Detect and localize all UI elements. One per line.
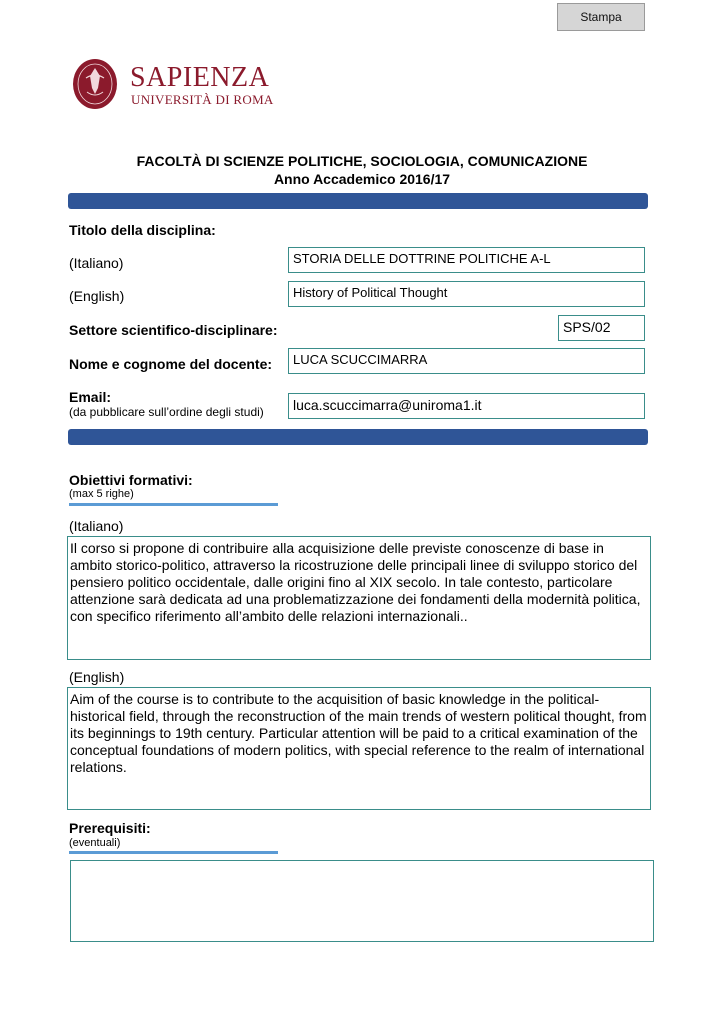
email-field[interactable]: luca.scuccimarra@uniroma1.it [288, 393, 645, 419]
english-label: (English) [69, 288, 125, 304]
email-label: Email: [69, 389, 112, 405]
prerequisites-note: (eventuali) [69, 837, 121, 849]
section-divider-1 [68, 193, 648, 209]
prerequisites-textarea[interactable] [70, 860, 654, 942]
sapienza-seal-logo [72, 58, 118, 110]
prerequisites-underline [69, 851, 278, 854]
objectives-note: (max 5 righe) [69, 488, 134, 500]
objectives-italian-label: (Italiano) [69, 518, 124, 534]
course-title-en-field[interactable]: History of Political Thought [288, 281, 645, 307]
university-subtitle: UNIVERSITÀ DI ROMA [131, 92, 274, 107]
university-name: SAPIENZA [130, 62, 270, 93]
objectives-underline [69, 503, 278, 506]
course-title-label: Titolo della disciplina: [69, 222, 216, 238]
academic-year: Anno Accademico 2016/17 [273, 171, 451, 187]
print-button[interactable]: Stampa [557, 3, 645, 31]
objectives-label: Obiettivi formativi: [69, 472, 193, 488]
email-note: (da pubblicare sull’ordine degli studi) [69, 405, 264, 419]
teacher-label: Nome e cognome del docente: [69, 356, 273, 372]
sector-label: Settore scientifico-disciplinare: [69, 322, 278, 338]
objectives-english-label: (English) [69, 669, 125, 685]
teacher-field[interactable]: LUCA SCUCCIMARRA [288, 348, 645, 374]
objectives-it-textarea[interactable]: Il corso si propone di contribuire alla acquisizione delle previste conoscenze di base in ambito storico-politico, attraverso la ricostruzione delle principali linee di sviluppo storico del pensiero politico occidentale, dalle origini fino al XIX secolo. In tale contesto, particolare attenzione sarà dedicata ad una problematizzazione dei fondamenti della modernità politica, con specifico riferimento all’ambito delle relazioni internazionali.. [67, 536, 651, 660]
objectives-en-textarea[interactable]: Aim of the course is to contribute to the acquisition of basic knowledge in the political-historical field, through the reconstruction of the main trends of western political thought, from its beginnings to 19th century. Particular attention will be paid to a critical examination of the conceptual foundations of modern politics, with special reference to the realm of international relations. [67, 687, 651, 810]
faculty-title: FACOLTÀ DI SCIENZE POLITICHE, SOCIOLOGIA, COMUNICAZIONE [136, 153, 588, 169]
italian-label: (Italiano) [69, 255, 124, 271]
section-divider-2 [68, 429, 648, 445]
prerequisites-label: Prerequisiti: [69, 820, 151, 836]
sector-field[interactable]: SPS/02 [558, 315, 645, 341]
course-title-it-field[interactable]: STORIA DELLE DOTTRINE POLITICHE A-L [288, 247, 645, 273]
